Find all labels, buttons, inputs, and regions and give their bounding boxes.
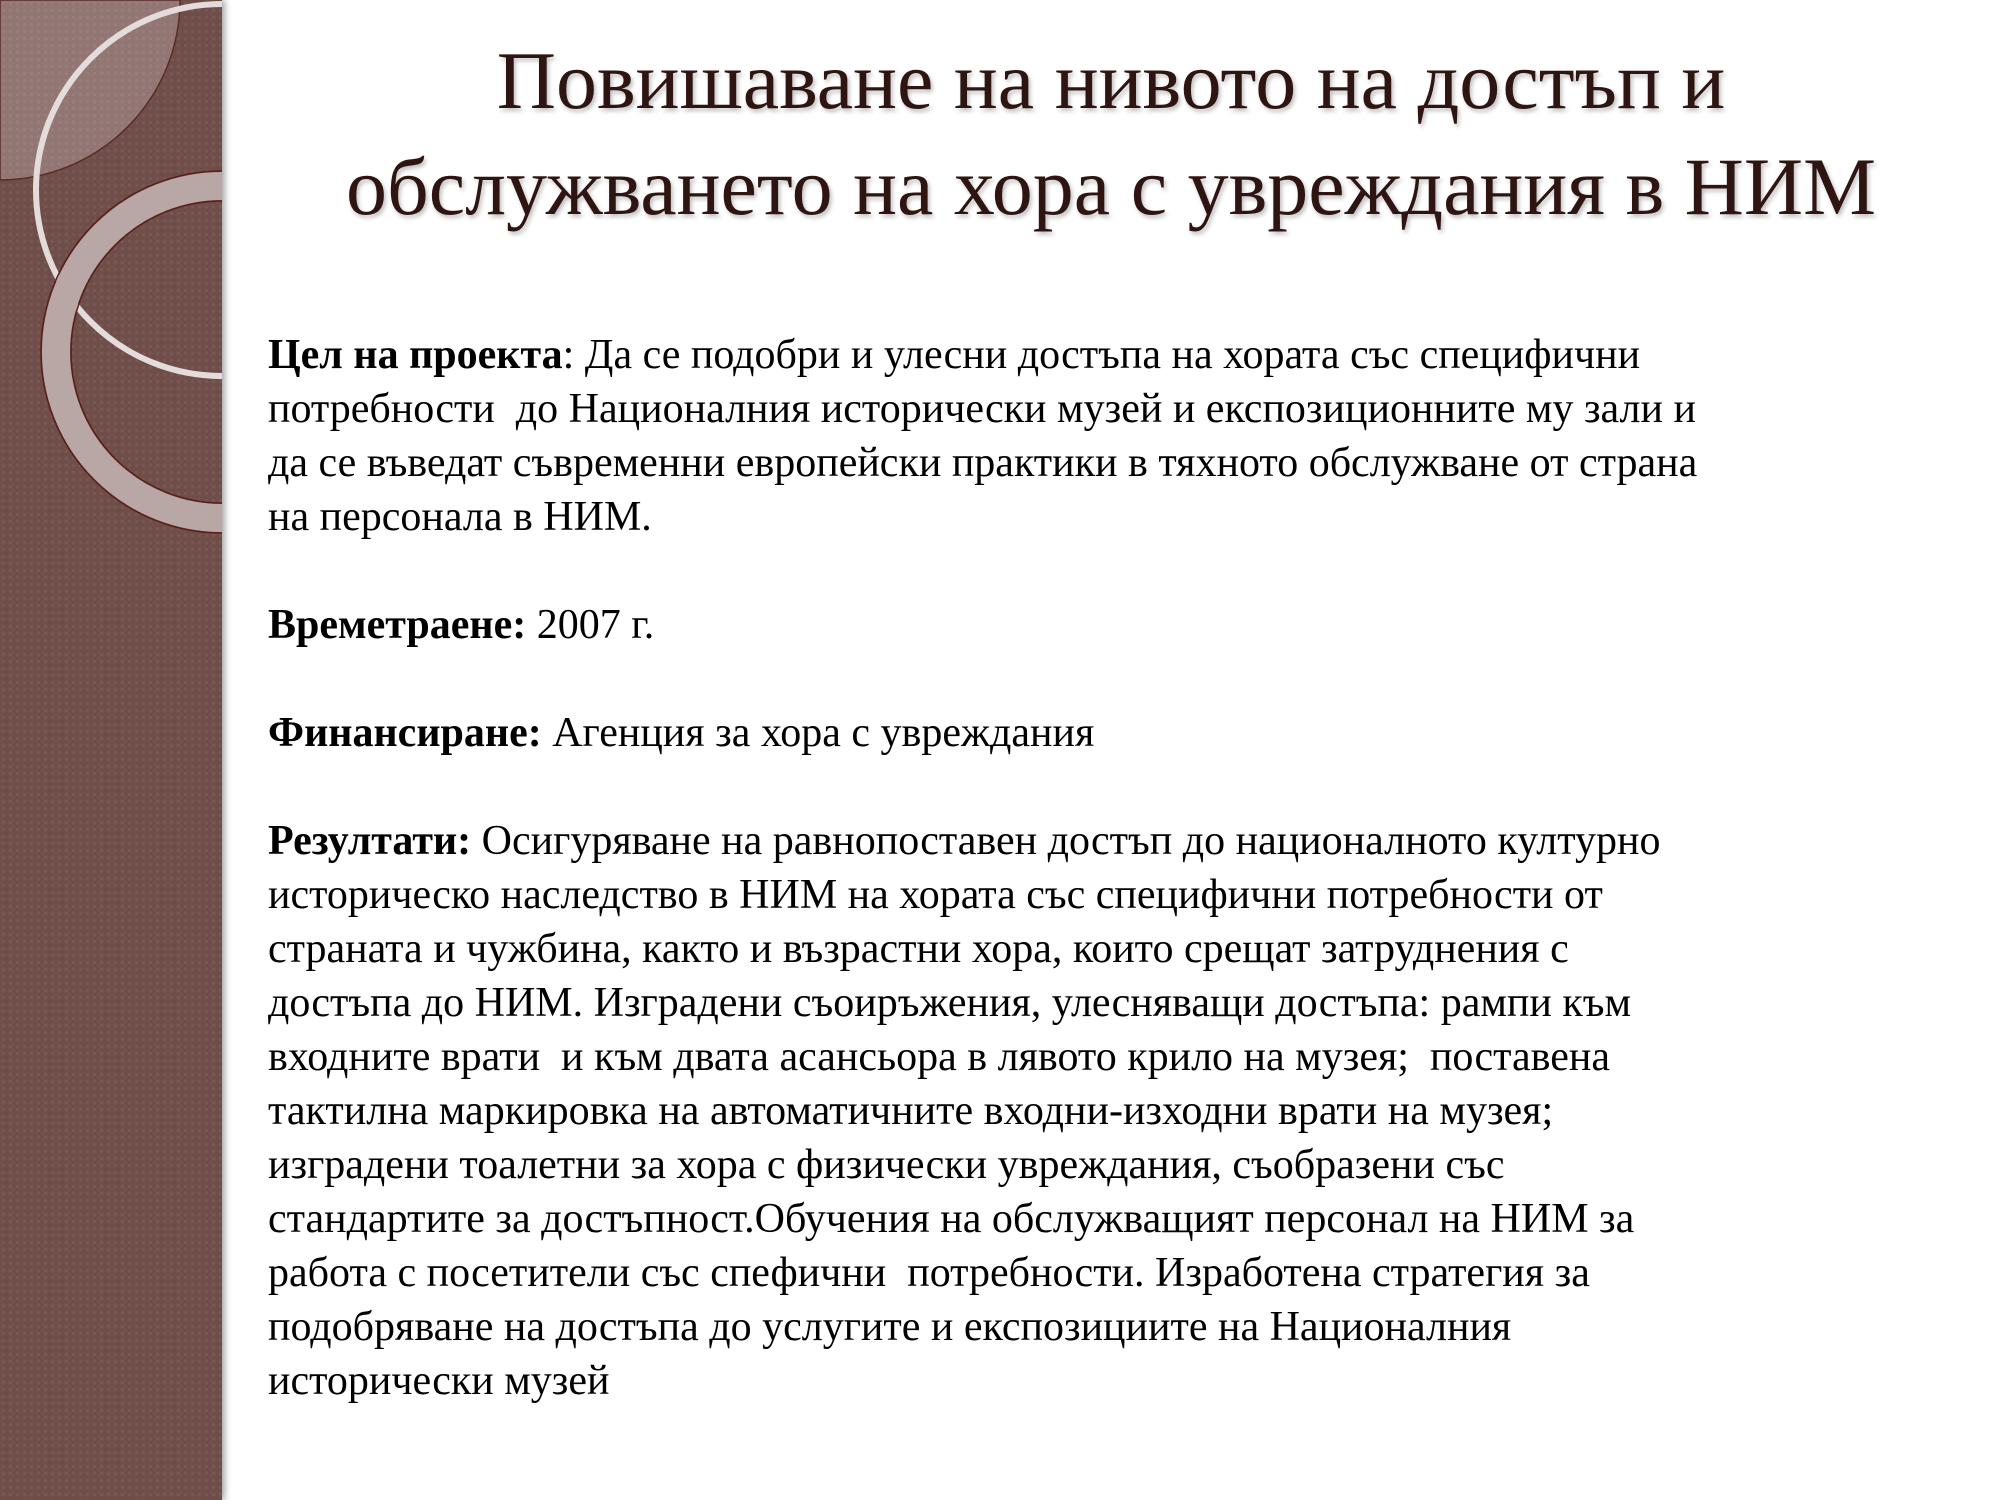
goal-line: [268, 328, 1988, 382]
quarter-circle-shape: [0, 0, 180, 180]
goal-label: Цел на проекта: [268, 332, 563, 378]
goal-line: потребности до Националния исторически музей и експозиционните му зали и: [268, 386, 1696, 432]
slide-body: [268, 328, 1988, 1408]
thick-ring-shape: [56, 186, 222, 518]
decorative-circles: [0, 0, 222, 1500]
results-line: историческо наследство в НИМ на хората със специфични потребности от: [268, 872, 1603, 918]
results-text: Осигуряване на равнопоставен достъп до националното културно: [471, 818, 1661, 864]
goal-text: : Да се подобри и улесни достъпа на хората със специфични: [562, 332, 1641, 378]
results-line: входните врати и към двата асансьора в лявото крило на музея; поставена: [268, 1034, 1610, 1080]
results-line: подобряване на достъпа до услугите и експозициите на Националния: [268, 1304, 1512, 1350]
duration-line: [268, 598, 1988, 652]
results-line: [268, 814, 1988, 868]
results-line: изградени тоалетни за хора с физически увреждания, съобразени със: [268, 1142, 1505, 1188]
funding-label: Финансиране:: [268, 710, 542, 756]
results-line: работа с посетители със спефични потребности. Изработена стратегия за: [268, 1250, 1590, 1296]
results-line: исторически музей: [268, 1358, 610, 1404]
title-line: Повишаване на нивото на достъп и: [496, 35, 1726, 126]
decorative-sidebar: [0, 0, 222, 1500]
goal-line: да се въведат съвременни европейски практики в тяхното обслужване от страна: [268, 440, 1698, 486]
results-line: тактилна маркировка на автоматичните входни-изходни врати на музея;: [268, 1088, 1554, 1134]
funding-value: Агенция за хора с увреждания: [541, 710, 1095, 756]
duration-label: Времетраене:: [268, 602, 527, 648]
goal-line: на персонала в НИМ.: [268, 494, 652, 540]
title-line: обслужването на хора с увреждания в НИМ: [345, 141, 1877, 232]
funding-line: [268, 706, 1988, 760]
results-line: стандартите за достъпност.Обучения на обслужващият персонал на НИМ за: [268, 1196, 1635, 1242]
duration-value: 2007 г.: [526, 602, 655, 648]
results-line: достъпа до НИМ. Изградени съоиръжения, улесняващи достъпа: рампи към: [268, 980, 1632, 1026]
slide-title: [222, 28, 2000, 240]
results-line: страната и чужбина, както и възрастни хора, които срещат затруднения с: [268, 926, 1569, 972]
results-label: Резултати:: [268, 818, 472, 864]
